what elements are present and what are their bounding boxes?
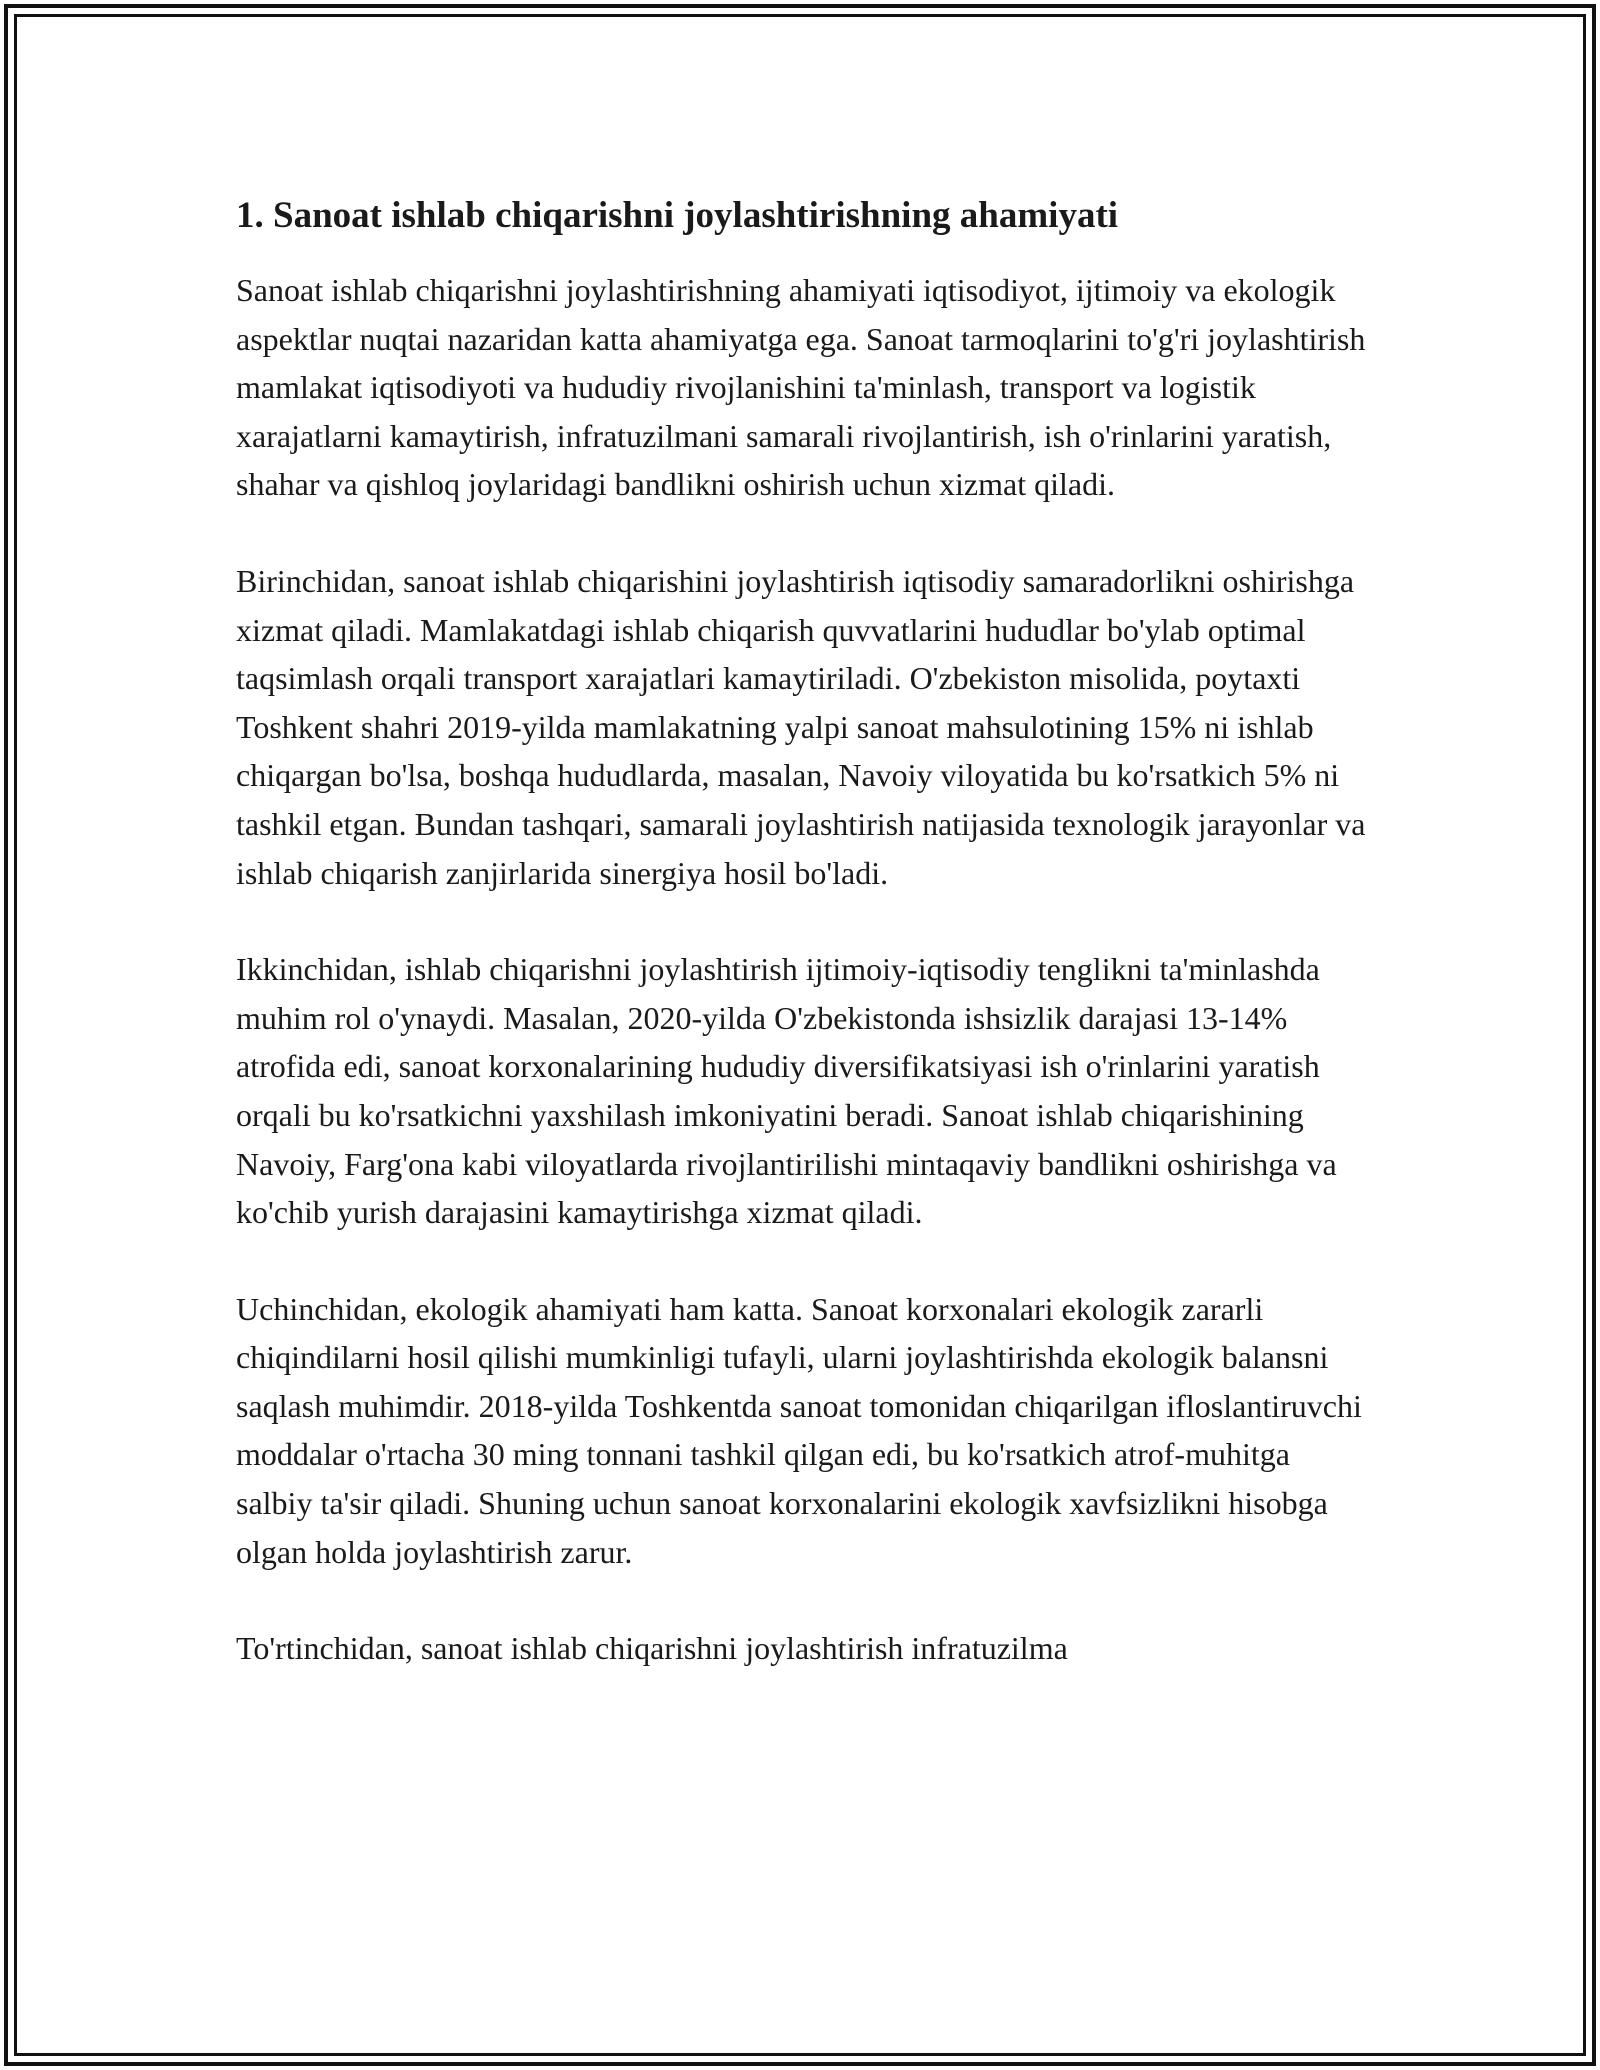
section-heading: 1. Sanoat ishlab chiqarishni joylashtirishning ahamiyati: [236, 195, 1119, 236]
paragraph-first: Birinchidan, sanoat ishlab chiqarishini joylashtirish iqtisodiy samaradorlikni oshirishga xizmat qiladi. Mamlakatdagi ishlab chiqarish quvvatlarini hududlar bo'ylab optimal taqsimlash orqali transport xarajatlari kamaytiriladi. O'zbekiston misolida, poytaxti Toshkent shahri 2019-yilda mamlakatning yalpi sanoat mahsulotining 15% ni ishlab chiqargan bo'lsa, boshqa hududlarda, masalan, Navoiy viloyatida bu ko'rsatkich 5% ni tashkil etgan. Bundan tashqari, samarali joylashtirish natijasida texnologik jarayonlar va ishlab chiqarish zanjirlarida sinergiya hosil bo'ladi.: [236, 562, 1366, 891]
document-body: [236, 190, 1366, 1721]
paragraph-second: Ikkinchidan, ishlab chiqarishni joylashtirish ijtimoiy-iqtisodiy tenglikni ta'minlashda muhim rol o'ynaydi. Masalan, 2020-yilda O'zbekistonda ishsizlik darajasi 13-14% atrofida edi, sanoat korxonalarining hududiy diversifikatsiyasi ish o'rinlarini yaratish orqali bu ko'rsatkichni yaxshilash imkoniyatini beradi. Sanoat ishlab chiqarishining Navoiy, Farg'ona kabi viloyatlarda rivojlantirilishi mintaqaviy bandlikni oshirishga va ko'chib yurish darajasini kamaytirishga xizmat qiladi.: [236, 951, 1337, 1231]
paragraph-intro: Sanoat ishlab chiqarishni joylashtirishning ahamiyati iqtisodiyot, ijtimoiy va ekologik aspektlar nuqtai nazaridan katta ahamiyatga ega. Sanoat tarmoqlarini to'g'ri joylashtirish mamlakat iqtisodiyoti va hududiy rivojlanishini ta'minlash, transport va logistik xarajatlarni kamaytirish, infratuzilmani samarali rivojlantirish, ish o'rinlarini yaratish, shahar va qishloq joylaridagi bandlikni oshirish uchun xizmat qiladi.: [236, 272, 1366, 503]
paragraph-third: Uchinchidan, ekologik ahamiyati ham katta. Sanoat korxonalari ekologik zararli chiqindilarni hosil qilishi mumkinligi tufayli, ularni joylashtirishda ekologik balansni saqlash muhimdir. 2018-yilda Toshkentda sanoat tomonidan chiqarilgan ifloslantiruvchi moddalar o'rtacha 30 ming tonnani tashkil qilgan edi, bu ko'rsatkich atrof-muhitga salbiy ta'sir qiladi. Shuning uchun sanoat korxonalarini ekologik xavfsizlikni hisobga olgan holda joylashtirish zarur.: [236, 1290, 1362, 1570]
paragraph-fourth: To'rtinchidan, sanoat ishlab chiqarishni joylashtirish infratuzilma: [236, 1630, 1068, 1667]
